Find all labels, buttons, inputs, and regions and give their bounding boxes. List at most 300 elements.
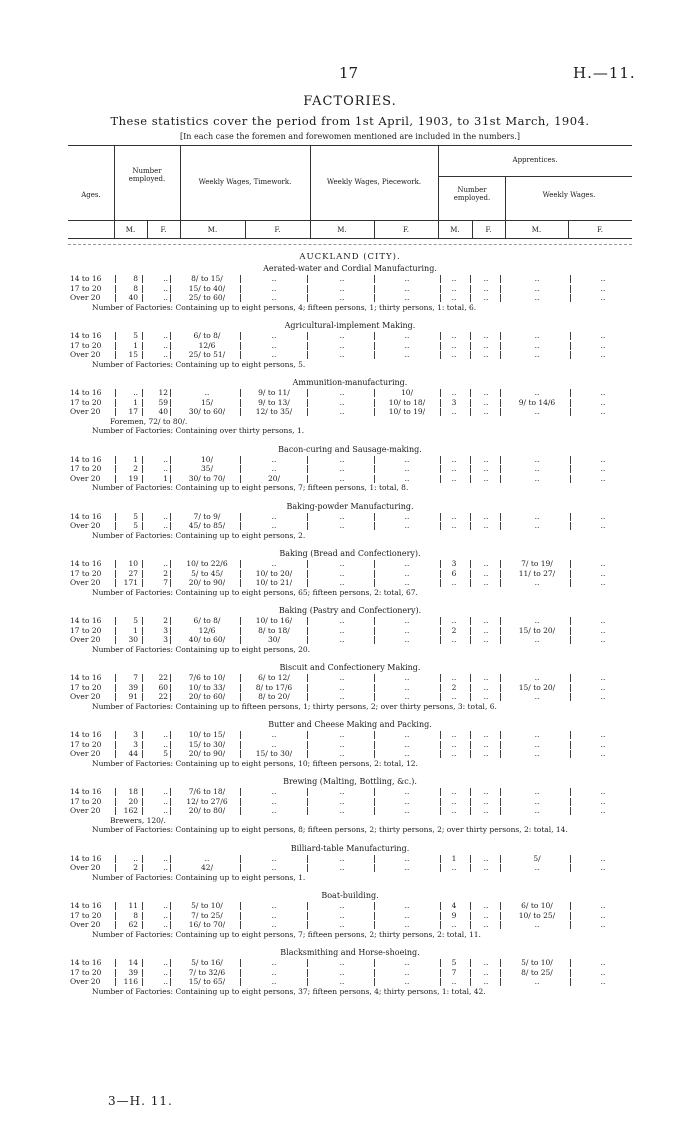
industry-heading: Brewing (Malting, Bottling, &c.).: [283, 777, 417, 786]
table-cell: ..: [339, 749, 345, 758]
table-cell: 10/ to 18/: [388, 397, 426, 407]
table-cell: ..: [451, 635, 457, 644]
table-cell: ..: [483, 863, 489, 872]
table-cell: 5: [133, 616, 138, 625]
table-cell: 5/: [533, 853, 541, 863]
table-cell: 9/ to 14/6: [518, 397, 556, 407]
table-cell: ..: [404, 863, 410, 872]
table-cell: ..: [339, 616, 345, 625]
table-cell: ..: [404, 692, 410, 701]
table-row: [70, 901, 630, 911]
table-row: [70, 293, 630, 303]
table-cell: ..: [404, 293, 410, 302]
table-cell: 25/ to 51/: [188, 350, 226, 359]
table-cell: ..: [534, 388, 540, 397]
table-row: [70, 455, 630, 465]
factory-summary: Number of Factories: Containing up to eight persons, 20.: [92, 644, 311, 654]
table-cell: ..: [600, 787, 606, 796]
table-cell: ..: [404, 635, 410, 644]
table-cell: ..: [451, 977, 457, 986]
age-cell: 14 to 16: [70, 787, 102, 796]
age-cell: Over 20: [70, 350, 101, 359]
table-cell: 30/ to 70/: [188, 473, 226, 483]
table-cell: ..: [339, 511, 345, 521]
table-cell: ..: [404, 682, 410, 692]
table-row: [70, 474, 630, 484]
table-cell: 15/: [200, 397, 214, 407]
table-cell: ..: [600, 397, 606, 407]
table-cell: ..: [163, 739, 168, 749]
header-weekly-timework: Weekly Wages, Timework.: [198, 178, 292, 186]
table-cell: 1: [133, 454, 138, 464]
table-cell: 3: [133, 739, 138, 749]
table-cell: 1: [133, 397, 138, 407]
factory-summary: Number of Factories: Containing up to eight persons, 65; fifteen persons, 2: total, 67.: [92, 587, 418, 597]
age-cell: 14 to 16: [70, 388, 102, 397]
table-cell: ..: [339, 806, 345, 815]
age-cell: 17 to 20: [70, 397, 102, 407]
age-cell: 17 to 20: [70, 625, 102, 635]
table-cell: ..: [534, 578, 540, 587]
table-cell: ..: [451, 350, 457, 359]
table-cell: ..: [451, 920, 457, 929]
age-cell: Over 20: [70, 407, 101, 416]
table-cell: 5: [133, 521, 138, 530]
table-cell: ..: [404, 616, 410, 625]
table-cell: 15/ to 20/: [518, 625, 556, 635]
industry-heading: Baking (Pastry and Confectionery).: [278, 606, 422, 615]
age-cell: 17 to 20: [70, 568, 102, 578]
table-row: [70, 683, 630, 693]
table-cell: 15/ to 30/: [255, 749, 293, 758]
page-number: 17: [339, 64, 359, 82]
table-cell: ..: [451, 796, 457, 806]
industry-heading: Biscuit and Confectionery Making.: [279, 663, 421, 672]
table-cell: ..: [163, 454, 168, 464]
age-cell: Over 20: [70, 806, 101, 815]
header-apprentices: Apprentices.: [512, 156, 558, 164]
table-cell: ..: [534, 293, 540, 302]
table-cell: ..: [163, 464, 168, 473]
table-cell: ..: [534, 730, 540, 739]
table-row: [70, 616, 630, 626]
table-cell: ..: [271, 283, 277, 293]
industry-heading: Ammunition-manufacturing.: [292, 378, 408, 387]
table-row: [70, 787, 630, 797]
age-cell: 14 to 16: [70, 853, 102, 863]
document-reference: H.—11.: [573, 64, 636, 82]
age-cell: 14 to 16: [70, 730, 102, 739]
age-cell: 14 to 16: [70, 958, 102, 967]
table-cell: ..: [600, 682, 606, 692]
table-row: [70, 968, 630, 978]
table-cell: ..: [483, 397, 489, 407]
table-cell: ..: [534, 692, 540, 701]
age-cell: Over 20: [70, 692, 101, 701]
table-cell: ..: [271, 796, 277, 806]
table-cell: 11: [128, 901, 138, 910]
table-cell: 8/ to 18/: [258, 625, 290, 635]
industry-heading: Bacon-curing and Sausage-making.: [278, 444, 422, 454]
table-cell: ..: [483, 568, 489, 578]
industry-heading: Boat-building.: [321, 891, 379, 900]
table-cell: ..: [271, 863, 277, 872]
table-cell: ..: [534, 350, 540, 359]
table-cell: ..: [163, 331, 168, 340]
header-m: M.: [207, 226, 218, 234]
table-cell: 25/ to 60/: [188, 293, 226, 302]
table-cell: ..: [404, 625, 410, 635]
table-cell: 20/ to 90/: [188, 578, 226, 587]
table-cell: ..: [339, 635, 345, 644]
table-cell: ..: [534, 635, 540, 644]
industry-heading: Agricultural-implement Making.: [284, 321, 416, 330]
table-cell: 10/ to 15/: [188, 730, 226, 739]
table-cell: ..: [163, 340, 168, 350]
table-cell: ..: [483, 796, 489, 806]
table-cell: ..: [534, 806, 540, 815]
table-row: [70, 863, 630, 873]
table-cell: ..: [600, 388, 606, 397]
table-cell: ..: [163, 511, 168, 521]
table-cell: ..: [271, 958, 277, 967]
table-cell: 10/ to 20/: [255, 568, 293, 578]
table-cell: ..: [600, 274, 606, 283]
table-cell: ..: [534, 739, 540, 749]
table-cell: 3: [133, 730, 138, 739]
table-cell: ..: [600, 331, 606, 340]
table-row: [70, 274, 630, 284]
table-cell: ..: [600, 796, 606, 806]
header-m: M.: [531, 226, 542, 234]
table-cell: ..: [271, 454, 277, 464]
factory-summary: Number of Factories: Containing up to eight persons, 37; fifteen persons, 4; thirty persons, 1: total, 42.: [92, 986, 486, 996]
table-cell: ..: [534, 920, 540, 929]
table-cell: 2: [163, 568, 168, 578]
table-cell: ..: [483, 635, 489, 644]
table-cell: 6/ to 12/: [258, 673, 290, 682]
table-cell: ..: [404, 787, 410, 796]
table-cell: ..: [271, 967, 277, 977]
table-cell: ..: [600, 559, 606, 568]
table-cell: 7/ to 9/: [193, 511, 221, 521]
table-cell: ..: [271, 739, 277, 749]
table-cell: 12/ to 27/6: [186, 796, 228, 806]
table-cell: 10/: [200, 454, 214, 464]
table-cell: ..: [404, 853, 410, 863]
table-cell: ..: [404, 673, 410, 682]
table-cell: ..: [204, 853, 210, 863]
table-cell: ..: [483, 511, 489, 521]
table-cell: ..: [404, 920, 410, 929]
table-row: [70, 578, 630, 588]
table-cell: ..: [483, 910, 489, 920]
table-cell: ..: [163, 901, 168, 910]
table-cell: ..: [339, 787, 345, 796]
table-cell: ..: [534, 521, 540, 530]
table-cell: ..: [451, 578, 457, 587]
table-cell: 91: [128, 692, 138, 701]
table-cell: 4: [451, 901, 457, 910]
table-cell: ..: [451, 331, 457, 340]
table-cell: ..: [451, 283, 457, 293]
table-cell: 10: [128, 559, 138, 568]
table-cell: 20/ to 90/: [188, 749, 226, 758]
table-cell: ..: [339, 682, 345, 692]
header-m: M.: [125, 226, 136, 234]
table-cell: ..: [483, 901, 489, 910]
table-body: [70, 252, 630, 1004]
table-cell: ..: [534, 464, 540, 473]
table-cell: ..: [534, 796, 540, 806]
table-cell: ..: [600, 977, 606, 986]
table-cell: ..: [404, 340, 410, 350]
table-cell: 171: [123, 578, 138, 587]
table-cell: 7/6 to 18/: [188, 787, 226, 796]
table-cell: ..: [404, 796, 410, 806]
table-cell: 40: [128, 293, 138, 302]
table-cell: ..: [483, 388, 489, 397]
table-row: [70, 911, 630, 921]
table-cell: 5: [451, 958, 457, 967]
age-cell: Over 20: [70, 920, 101, 929]
table-row: [70, 740, 630, 750]
table-cell: ..: [483, 739, 489, 749]
table-cell: ..: [483, 454, 489, 464]
table-cell: 8: [133, 910, 138, 920]
table-cell: 9/ to 13/: [258, 397, 290, 407]
table-cell: ..: [271, 511, 277, 521]
table-cell: ..: [534, 749, 540, 758]
table-cell: ..: [163, 806, 168, 815]
table-cell: ..: [339, 407, 345, 416]
table-cell: ..: [339, 350, 345, 359]
table-cell: ..: [600, 901, 606, 910]
table-cell: ..: [404, 749, 410, 758]
table-cell: ..: [600, 863, 606, 872]
age-cell: 17 to 20: [70, 283, 102, 293]
table-cell: ..: [483, 464, 489, 473]
table-cell: ..: [534, 331, 540, 340]
table-cell: 6/ to 10/: [521, 901, 553, 910]
table-cell: ..: [163, 910, 168, 920]
table-cell: ..: [600, 464, 606, 473]
table-cell: 7/6 to 10/: [188, 673, 226, 682]
table-cell: ..: [483, 806, 489, 815]
table-cell: ..: [600, 350, 606, 359]
age-cell: 14 to 16: [70, 274, 102, 283]
table-cell: ..: [404, 901, 410, 910]
factory-summary: Number of Factories: Containing up to eight persons, 7; fifteen persons, 2; thirty persons, 2: total, 11.: [92, 929, 481, 939]
table-cell: ..: [271, 730, 277, 739]
table-cell: 7: [451, 967, 457, 977]
table-cell: ..: [483, 682, 489, 692]
table-cell: 5: [163, 749, 168, 758]
table-cell: ..: [483, 977, 489, 986]
table-cell: ..: [600, 673, 606, 682]
factory-summary: Number of Factories: Containing over thirty persons, 1.: [92, 426, 305, 435]
table-cell: ..: [600, 730, 606, 739]
table-cell: 22: [158, 673, 168, 682]
table-cell: 10/ to 25/: [518, 910, 556, 920]
table-cell: ..: [339, 901, 345, 910]
table-cell: ..: [483, 920, 489, 929]
table-cell: 7/ to 25/: [191, 910, 223, 920]
table-cell: 7/ to 19/: [521, 559, 553, 568]
table-cell: ..: [339, 920, 345, 929]
table-cell: ..: [534, 616, 540, 625]
age-cell: 14 to 16: [70, 901, 102, 910]
table-cell: 10/ to 19/: [388, 407, 426, 416]
table-cell: 7: [163, 578, 168, 587]
table-cell: ..: [271, 977, 277, 986]
table-cell: ..: [339, 340, 345, 350]
table-cell: ..: [483, 958, 489, 967]
header-number-employed: Number employed.: [128, 167, 166, 184]
table-row: [70, 512, 630, 522]
age-cell: 14 to 16: [70, 511, 102, 521]
table-cell: 12/6: [198, 340, 216, 350]
table-cell: ..: [339, 283, 345, 293]
table-cell: ..: [404, 559, 410, 568]
table-cell: ..: [534, 274, 540, 283]
table-cell: ..: [163, 920, 168, 929]
table-cell: ..: [534, 977, 540, 986]
table-row: [70, 692, 630, 702]
table-cell: 15/ to 65/: [188, 977, 226, 986]
age-cell: Over 20: [70, 635, 101, 644]
table-cell: ..: [404, 806, 410, 815]
table-cell: ..: [339, 521, 345, 530]
factory-summary: Number of Factories: Containing up to eight persons, 10; fifteen persons, 2: total, 12.: [92, 758, 418, 768]
table-cell: ..: [339, 454, 345, 464]
factory-summary: Number of Factories: Containing up to eight persons, 4; fifteen persons, 1; thirty persons, 1: total, 6.: [92, 302, 477, 312]
table-cell: 3: [451, 397, 457, 407]
table-cell: ..: [339, 388, 345, 397]
table-cell: ..: [404, 739, 410, 749]
table-cell: ..: [271, 910, 277, 920]
table-row: [70, 977, 630, 987]
table-cell: 2: [133, 464, 138, 473]
table-cell: 15/ to 30/: [188, 739, 226, 749]
age-cell: Over 20: [70, 863, 101, 872]
table-cell: ..: [163, 283, 168, 293]
table-row: [70, 958, 630, 968]
table-cell: 40: [158, 407, 168, 416]
header-m: M.: [337, 226, 347, 234]
age-cell: Over 20: [70, 578, 101, 587]
table-cell: ..: [451, 521, 457, 530]
table-row: [70, 797, 630, 807]
table-cell: 1: [451, 853, 457, 863]
age-cell: 17 to 20: [70, 796, 102, 806]
table-cell: ..: [339, 568, 345, 578]
table-cell: ..: [339, 293, 345, 302]
table-cell: ..: [451, 787, 457, 796]
table-cell: ..: [600, 910, 606, 920]
table-cell: ..: [339, 397, 345, 407]
table-cell: ..: [451, 692, 457, 701]
header-weekly-piecework: Weekly Wages, Piecework.: [326, 178, 422, 186]
table-cell: 16/ to 70/: [188, 920, 226, 929]
age-cell: 17 to 20: [70, 910, 102, 920]
table-cell: 39: [128, 967, 138, 977]
table-cell: ..: [163, 274, 168, 283]
table-cell: 6/ to 8/: [193, 616, 221, 625]
table-cell: 5: [133, 331, 138, 340]
factory-summary: Number of Factories: Containing up to eight persons, 5.: [92, 359, 306, 369]
table-cell: 20/: [267, 473, 281, 483]
factory-summary: Number of Factories: Containing up to eight persons, 1.: [92, 872, 306, 882]
table-cell: 22: [158, 692, 168, 701]
table-cell: ..: [339, 730, 345, 739]
table-cell: 5/ to 10/: [191, 901, 223, 910]
table-cell: 44: [128, 749, 138, 758]
table-cell: ..: [163, 293, 168, 302]
table-cell: ..: [133, 388, 138, 397]
table-cell: ..: [451, 388, 457, 397]
table-cell: ..: [451, 464, 457, 473]
table-cell: ..: [600, 625, 606, 635]
table-cell: 19: [128, 473, 138, 483]
age-cell: 17 to 20: [70, 739, 102, 749]
table-cell: 39: [128, 682, 138, 692]
table-cell: ..: [483, 692, 489, 701]
table-cell: 59: [158, 397, 168, 407]
table-cell: 5/ to 16/: [191, 958, 223, 967]
table-cell: 8: [133, 274, 138, 283]
table-cell: ..: [600, 692, 606, 701]
table-row: [70, 635, 630, 645]
age-cell: Over 20: [70, 749, 101, 758]
table-cell: 11/ to 27/: [518, 568, 556, 578]
table-cell: 17: [128, 407, 138, 416]
age-cell: Over 20: [70, 293, 101, 302]
table-cell: ..: [600, 283, 606, 293]
table-cell: ..: [271, 559, 277, 568]
table-cell: 20: [128, 796, 138, 806]
table-cell: ..: [600, 853, 606, 863]
table-cell: ..: [271, 340, 277, 350]
table-cell: 6: [451, 568, 457, 578]
table-cell: ..: [271, 901, 277, 910]
table-row: [70, 569, 630, 579]
table-row: [70, 730, 630, 740]
table-cell: ..: [404, 958, 410, 967]
table-cell: ..: [404, 568, 410, 578]
industry-heading: Billiard-table Manufacturing.: [290, 843, 410, 853]
table-cell: ..: [404, 967, 410, 977]
table-cell: 12/ to 35/: [255, 407, 293, 416]
table-cell: ..: [404, 977, 410, 986]
table-cell: ..: [339, 673, 345, 682]
table-cell: ..: [483, 407, 489, 416]
page-subtitle: These statistics cover the period from 1st April, 1903, to 31st March, 1904.: [110, 114, 590, 128]
table-cell: 116: [123, 977, 138, 986]
table-row: [70, 388, 630, 398]
table-cell: 7: [133, 673, 138, 682]
table-row: [70, 854, 630, 864]
table-cell: ..: [483, 293, 489, 302]
table-cell: ..: [600, 739, 606, 749]
table-cell: ..: [483, 274, 489, 283]
header-m: M.: [450, 226, 460, 234]
header-separator: [68, 244, 632, 246]
header-f: F.: [160, 226, 167, 234]
age-cell: 14 to 16: [70, 559, 102, 568]
table-cell: ..: [534, 863, 540, 872]
table-cell: ..: [271, 806, 277, 815]
